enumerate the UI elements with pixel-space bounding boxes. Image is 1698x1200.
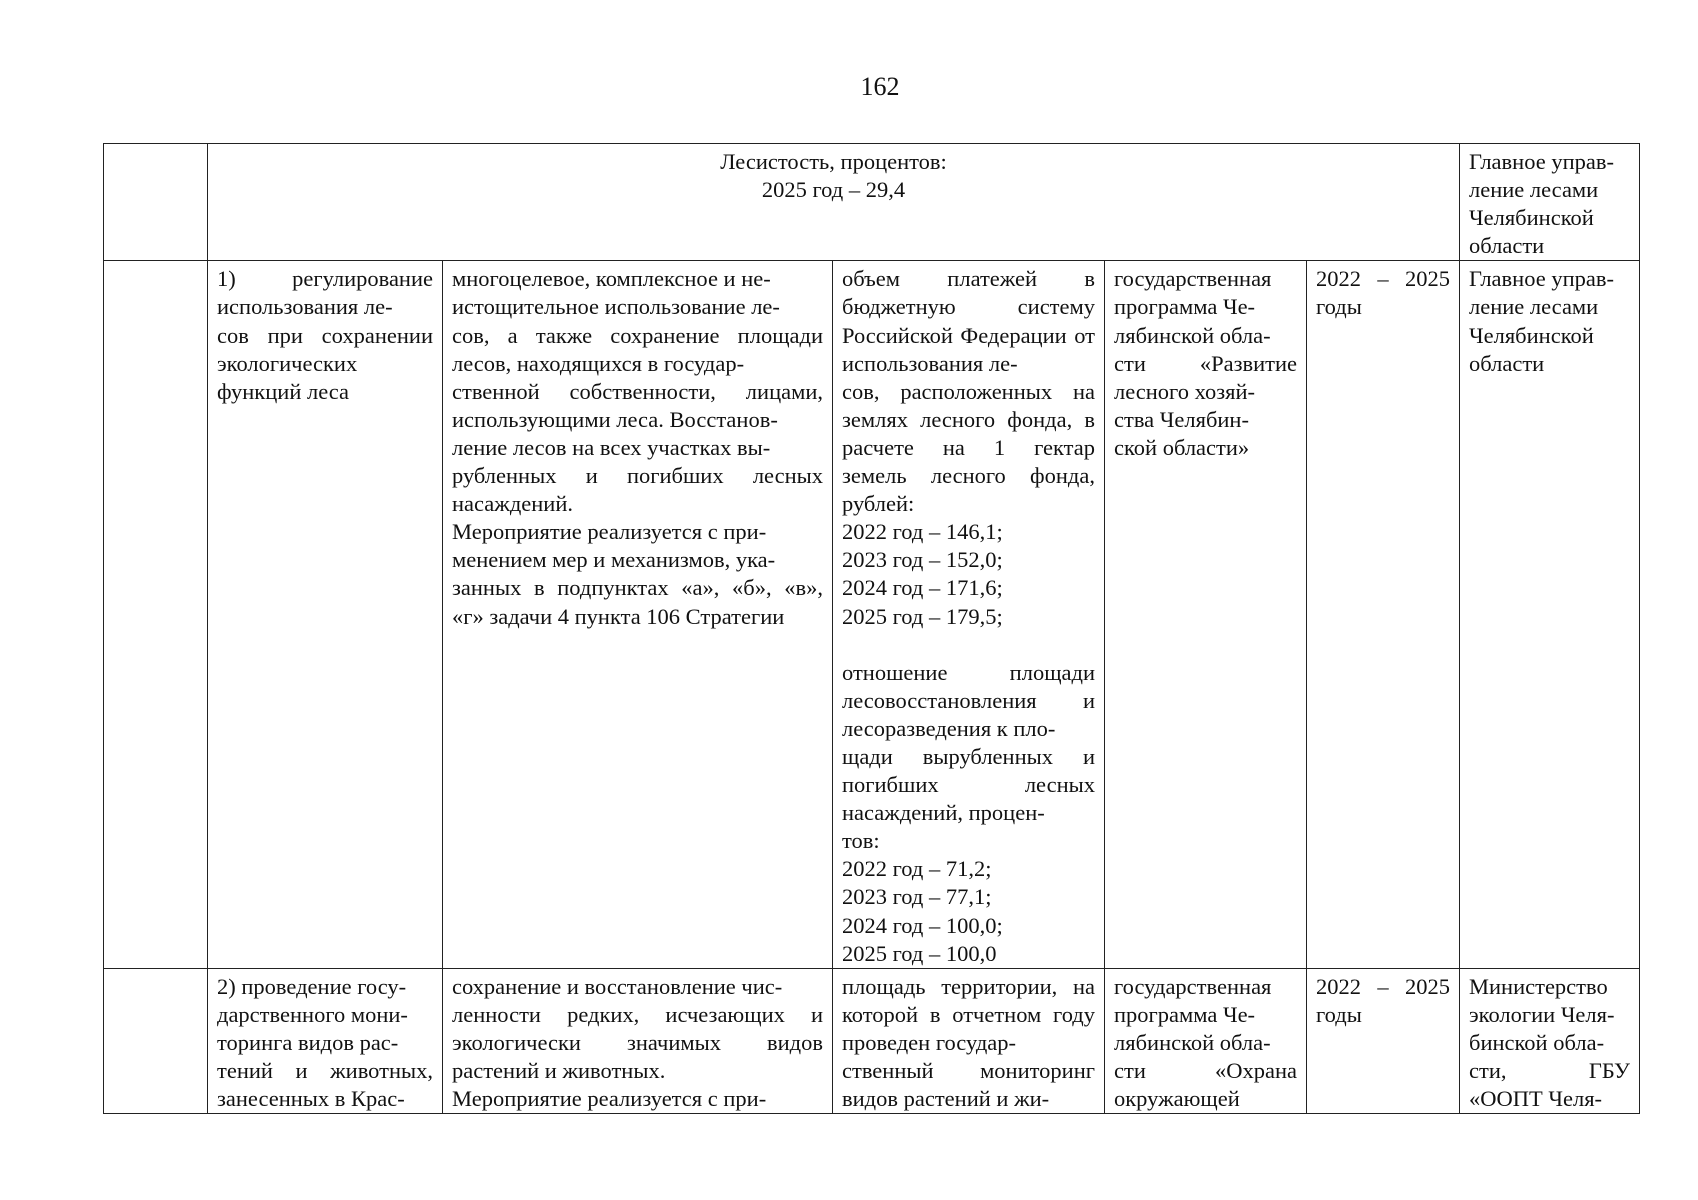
program-cell: государственная программа Че- лябинской обла- сти «Охрана окружающей (1105, 968, 1307, 1113)
indicator-text: отношение площади лесовосстановления и лесоразведения к пло- щади вырубленных и погибших лесных насаждений, процен- тов: (842, 659, 1095, 854)
responsible-cell: Главное управ- ление лесами Челябинской области (1460, 261, 1640, 968)
responsible-cell: Главное управ- ление лесами Челябинской области (1460, 144, 1640, 261)
indicator-cell (833, 261, 1105, 968)
description-cell (443, 968, 833, 1113)
indicator-values: 2022 год – 71,2; 2023 год – 77,1; 2024 год – 100,0; 2025 год – 100,0 (842, 856, 1003, 966)
description-text: Мероприятие реализуется с при- (452, 1086, 767, 1112)
table-row (104, 968, 1640, 1113)
indicator-text: объем платежей в бюджетную систему Российской Федерации от использования ле- сов, расположенных на землях лесного фонда, в расчете на 1 гектар земель лесного фонда, рублей: (842, 266, 1095, 517)
indicator-cell: площадь территории, на которой в отчетном году проведен государ- ственный мониторинг видов растений и жи- (833, 968, 1105, 1113)
strategy-measures-table (103, 143, 1640, 1114)
program-cell: государственная программа Че- лябинской обла- сти «Развитие лесного хозяй- ства Челябин- ской области» (1105, 261, 1307, 968)
table-row (104, 261, 1640, 968)
forest-cover-indicator-cell: Лесистость, процентов: 2025 год – 29,4 (208, 144, 1460, 261)
indicator-values: 2022 год – 146,1; 2023 год – 152,0; 2024 год – 171,6; 2025 год – 179,5; (842, 519, 1003, 629)
measure-cell: 1) регулирование использования ле- сов при сохранении экологических функций леса (208, 261, 443, 968)
measure-cell: 2) проведение госу- дарственного мони- торинга видов рас- тений и животных, занесенных в Крас- (208, 968, 443, 1113)
description-text: Мероприятие реализуется с при- менением мер и механизмов, ука- занных в подпунктах «а», «б», «в», «г» задачи 4 пункта 106 Стратегии (452, 519, 823, 629)
period-cell: 2022 – 2025 годы (1307, 261, 1460, 968)
number-cell (104, 968, 208, 1113)
number-cell (104, 261, 208, 968)
description-text: многоцелевое, комплексное и не- истощительное использование ле- сов, а также сохранение площади лесов, находящихся в государ- ственной собственности, лицами, использующими леса. Восстанов- ление лесов на всех участках вы- рубленных и погибших лесных насаждений. (452, 266, 823, 517)
description-cell (443, 261, 833, 968)
table-row-header (104, 144, 1640, 261)
responsible-cell: Министерство экологии Челя- бинской обла- сти, ГБУ «ООПТ Челя- (1460, 968, 1640, 1113)
description-text: сохранение и восстановление чис- ленности редких, исчезающих и экологически значимых видов растений и животных. (452, 973, 823, 1083)
period-cell: 2022 – 2025 годы (1307, 968, 1460, 1113)
page-number: 162 (860, 72, 900, 101)
number-cell (104, 144, 208, 261)
